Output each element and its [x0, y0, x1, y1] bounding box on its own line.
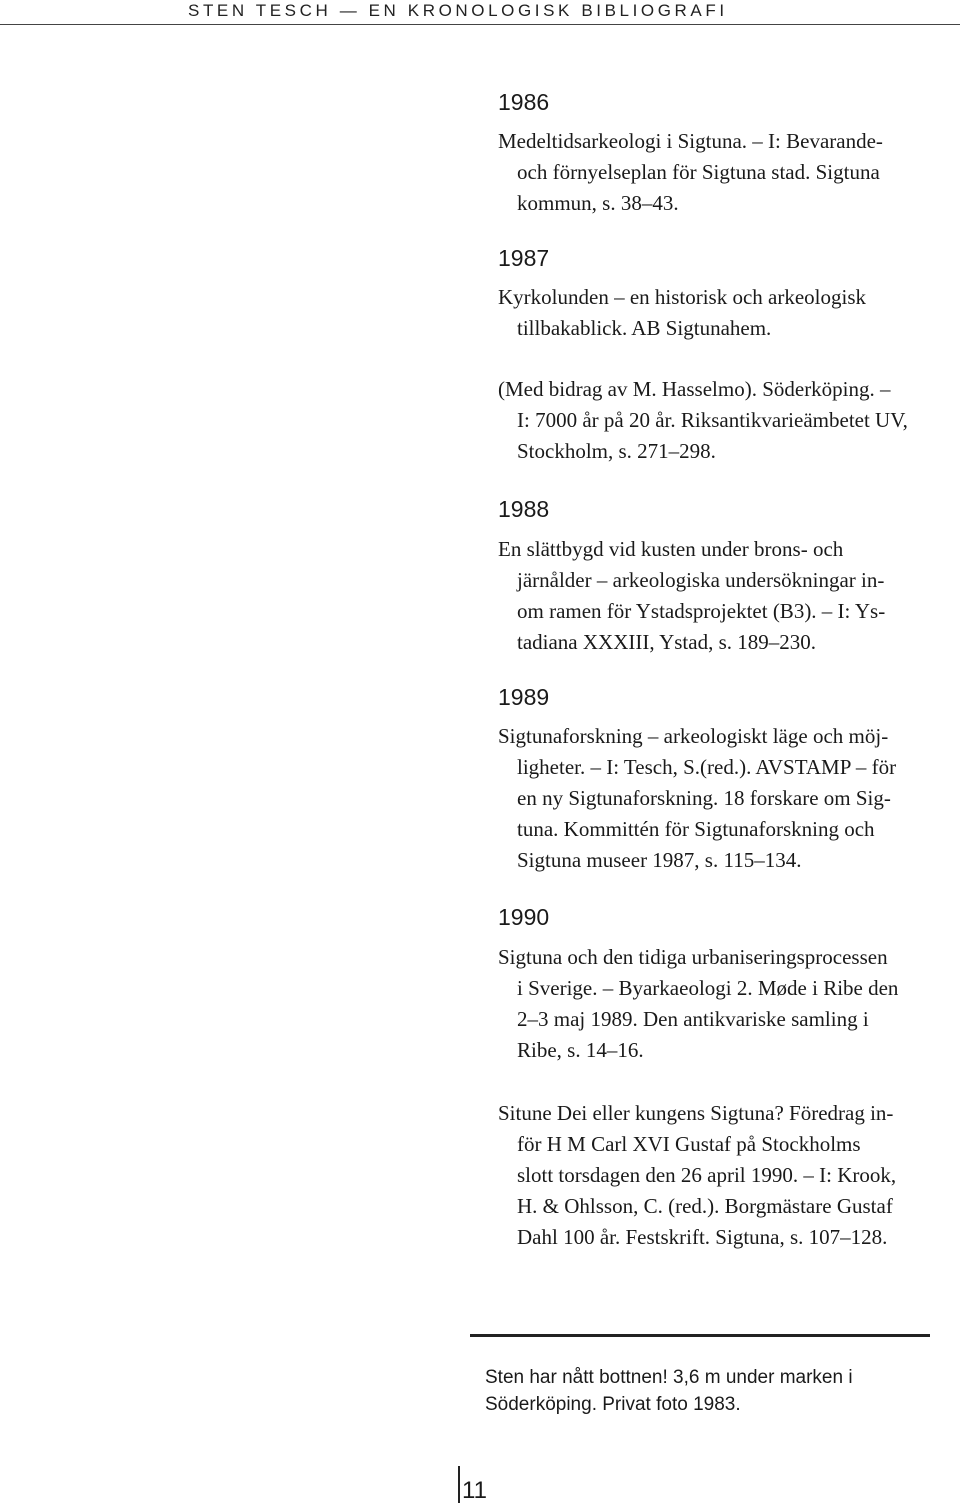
- bibliography-entry: [498, 721, 896, 876]
- page-number: 11: [462, 1477, 487, 1504]
- entry-line: Sigtunaforskning – arkeologiskt läge och möj-: [498, 724, 889, 748]
- entry-line: järnålder – arkeologiska undersökningar in-: [517, 568, 885, 592]
- entry-line: Sigtuna museer 1987, s. 115–134.: [517, 848, 802, 872]
- bibliography-entry: [498, 126, 883, 219]
- entry-line: H. & Ohlsson, C. (red.). Borgmästare Gustaf: [517, 1194, 893, 1218]
- entry-line: I: 7000 år på 20 år. Riksantikvarieämbetet UV,: [517, 408, 908, 432]
- year-heading-1990: 1990: [498, 904, 550, 930]
- entry-line: En slättbygd vid kusten under brons- och: [498, 537, 844, 561]
- bibliography-entry: [498, 374, 908, 467]
- entry-line: en ny Sigtunaforskning. 18 forskare om Sig-: [517, 786, 891, 810]
- entry-line: tuna. Kommittén för Sigtunaforskning och: [517, 817, 875, 841]
- photo-caption: [485, 1364, 853, 1418]
- entry-line: Dahl 100 år. Festskrift. Sigtuna, s. 107–128.: [517, 1225, 888, 1249]
- entry-line: (Med bidrag av M. Hasselmo). Söderköping. –: [498, 377, 891, 401]
- caption-rule: [470, 1334, 930, 1337]
- entry-line: slott torsdagen den 26 april 1990. – I: Krook,: [517, 1163, 897, 1187]
- bibliography-entry: [498, 534, 885, 658]
- entry-line: om ramen för Ystadsprojektet (B3). – I: Ys-: [517, 599, 886, 623]
- bibliography-entry: [498, 942, 898, 1066]
- year-heading-1986: 1986: [498, 89, 550, 115]
- entry-line: för H M Carl XVI Gustaf på Stockholms: [517, 1132, 861, 1156]
- entry-line: Ribe, s. 14–16.: [517, 1038, 644, 1062]
- bibliography-entry: [498, 1098, 896, 1253]
- entry-line: Stockholm, s. 271–298.: [517, 439, 716, 463]
- entry-line: Kyrkolunden – en historisk och arkeologisk: [498, 285, 867, 309]
- caption-line: Söderköping. Privat foto 1983.: [485, 1394, 741, 1415]
- year-heading-1989: 1989: [498, 684, 550, 710]
- entry-line: Situne Dei eller kungens Sigtuna? Föredrag in-: [498, 1101, 894, 1125]
- entry-line: Sigtuna och den tidiga urbaniseringsprocessen: [498, 945, 888, 969]
- entry-line: Medeltidsarkeologi i Sigtuna. – I: Bevarande-: [498, 129, 883, 153]
- entry-line: i Sverige. – Byarkaeologi 2. Møde i Ribe den: [517, 976, 899, 1000]
- caption-line: Sten har nått bottnen! 3,6 m under marken i: [485, 1367, 853, 1388]
- running-head: [0, 0, 960, 25]
- entry-line: tadiana XXXIII, Ystad, s. 189–230.: [517, 630, 816, 654]
- running-head-title: STEN TESCH — EN KRONOLOGISK BIBLIOGRAFI: [188, 1, 728, 20]
- year-heading-1988: 1988: [498, 496, 550, 522]
- entry-line: kommun, s. 38–43.: [517, 191, 679, 215]
- bibliography-entry: [498, 282, 866, 344]
- entry-line: och förnyelseplan för Sigtuna stad. Sigtuna: [517, 160, 880, 184]
- year-heading-1987: 1987: [498, 245, 550, 271]
- entry-line: ligheter. – I: Tesch, S.(red.). AVSTAMP – för: [517, 755, 897, 779]
- entry-line: tillbakablick. AB Sigtunahem.: [517, 316, 772, 340]
- entry-line: 2–3 maj 1989. Den antikvariske samling i: [517, 1007, 869, 1031]
- page-number-divider: [458, 1466, 460, 1503]
